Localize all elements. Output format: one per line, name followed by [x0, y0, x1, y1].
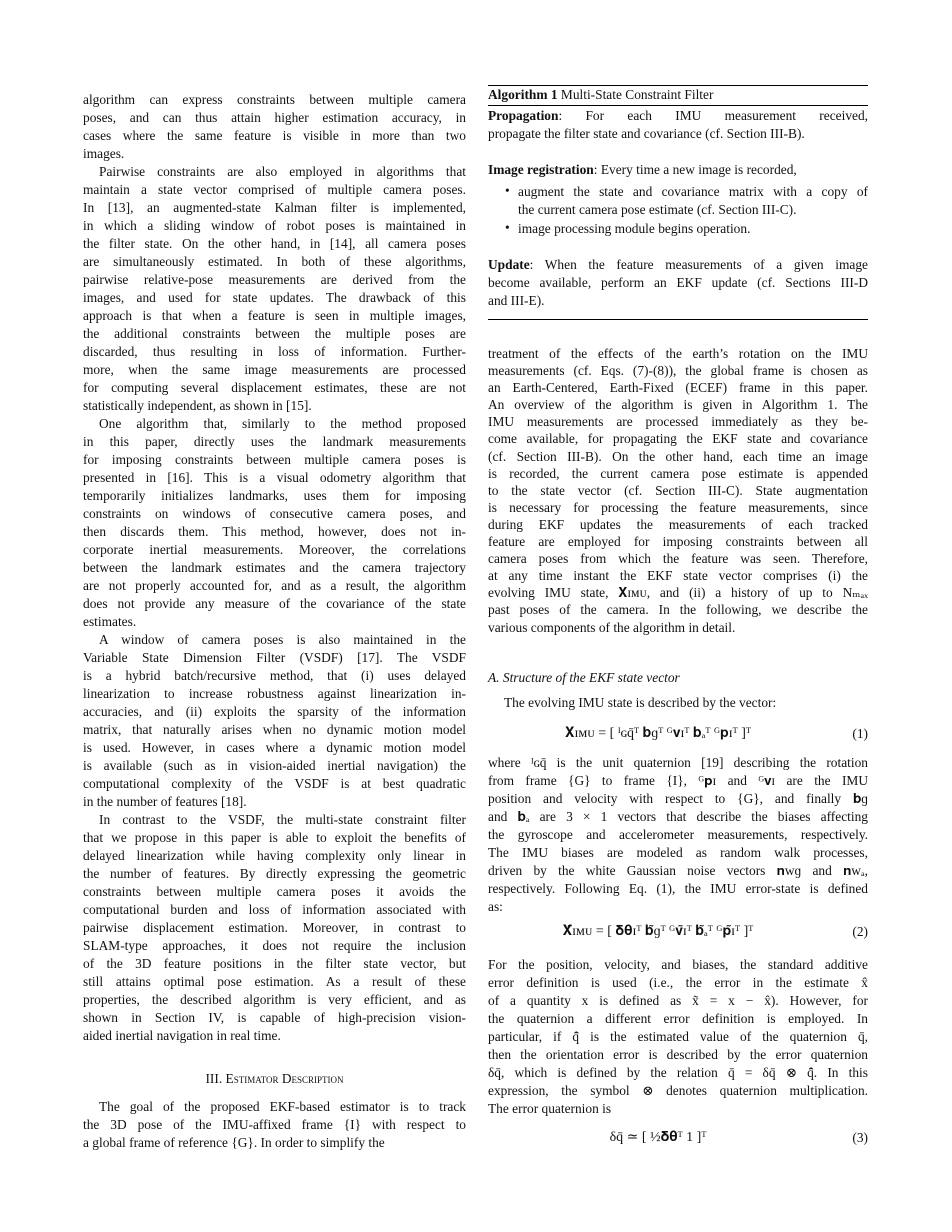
algorithm-step	[488, 107, 868, 143]
text-line: One algorithm that, similarly to the method proposed	[99, 416, 466, 431]
paragraph	[83, 163, 466, 415]
text-line: during EKF updates the measurements of each tracked	[488, 516, 868, 532]
text-line: for imposing constraints between multiple camera poses is	[83, 452, 466, 467]
text-line: the current camera pose estimate (cf. Section III-C).	[518, 202, 797, 217]
text-line: shown in Section IV, is capable of high-precision vision-	[83, 1010, 466, 1025]
text-line: approach is that when a feature is seen in multiple images,	[83, 308, 466, 323]
text-line: more, when the same image measurements are processed	[83, 362, 466, 377]
text-line: then the orientation error is described by the error quaternion	[488, 1047, 868, 1062]
text-line: Pairwise constraints are also employed in algorithms that	[99, 164, 466, 179]
text-line: come available, for propagating the EKF state and covariance	[488, 431, 868, 447]
text-line: particular, if q̄̂ is the estimated value of the quaternion q̄,	[488, 1029, 868, 1044]
text-line: is used. However, in cases where a dynamic motion model	[83, 740, 466, 755]
text-line: a global frame of reference {G}. In order to simplify the	[83, 1135, 385, 1150]
text-line: IMU measurements are processed immediately as they be-	[488, 414, 868, 430]
text-line: computational burden and loss of information associated with	[83, 902, 466, 917]
step-label: Image registration	[488, 162, 594, 177]
text-line: constraints between multiple camera poses it avoids the	[83, 884, 466, 899]
text-line: matrix, that naturally arises when no dynamic motion model	[83, 722, 466, 737]
text-line: and III-E).	[488, 293, 545, 308]
text-line: augment the state and covariance matrix with a copy of	[518, 184, 868, 199]
text-line: In [13], an augmented-state Kalman filter is implemented,	[83, 200, 466, 215]
text-line: feature are employed for imposing constraints between all	[488, 534, 868, 550]
text-line: computational complexity of the VSDF is at best quadratic	[83, 776, 466, 791]
text-line: the filter state. On the other hand, in [14], all camera poses	[83, 236, 466, 251]
paragraph	[83, 91, 466, 163]
text-line: in which a sliding window of robot poses is maintained in	[83, 218, 466, 233]
text-line: The IMU biases are modeled as random walk processes,	[488, 845, 868, 860]
bullet-icon: •	[505, 183, 510, 198]
text-line: various components of the algorithm in detail.	[488, 619, 736, 635]
text-line: temporarily initializes landmarks, uses them for imposing	[83, 488, 466, 503]
paragraph	[83, 631, 466, 811]
section-paragraph	[83, 1098, 466, 1152]
text-line: the 3D pose of the IMU-affixed frame {I} with respect to	[83, 1117, 466, 1132]
text-line: where ᴵɢq̄ is the unit quaternion [19] describing the rotation	[488, 755, 868, 770]
text-line: then discards them. This method, however, does not in-	[83, 524, 466, 539]
text-line: camera poses from which the feature was seen. Therefore,	[488, 551, 868, 567]
text-line: δq̄, which is defined by the relation q̄ = δq̄ ⊗ q̄̂. In this	[488, 1065, 868, 1080]
text-line: images.	[83, 146, 125, 161]
text-line: For the position, velocity, and biases, the standard additive	[488, 957, 868, 972]
text-line: is available (such as in vision-aided inertial navigation) the	[83, 758, 466, 773]
text-line: estimates.	[83, 614, 137, 629]
text-line: Variable State Dimension Filter (VSDF) [17]. The VSDF	[83, 650, 466, 665]
text-line: constraints on windows of consecutive camera poses, and	[83, 506, 466, 521]
text-line: images, and used for state updates. The drawback of this	[83, 290, 466, 305]
text-line: statistically independent, as shown in [15].	[83, 398, 312, 413]
text-line: expression, the symbol ⊗ denotes quaternion multiplication.	[488, 1083, 868, 1098]
text-line: driven by the white Gaussian noise vectors 𝐧wɡ and 𝐧wₐ,	[488, 863, 868, 878]
text-line: and 𝐛ₐ are 3 × 1 vectors that describe the biases affecting	[488, 809, 868, 824]
algorithm-step	[488, 256, 868, 310]
text-line: error definition is used (i.e., the error in the estimate x̂	[488, 975, 868, 990]
text-line: is recorded, the current camera pose estimate is appended	[488, 465, 868, 481]
algorithm-body	[488, 107, 868, 310]
text-line: maintain a state vector comprised of multiple camera poses.	[83, 182, 466, 197]
step-label: Update	[488, 257, 530, 272]
text-line: aided inertial navigation in real time.	[83, 1028, 281, 1043]
text-line: treatment of the effects of the earth’s rotation on the IMU	[488, 346, 868, 361]
text-line: propagate the filter state and covariance (cf. Section III-B).	[488, 126, 805, 141]
text-line: (cf. Section III-B). On the other hand, each time an image	[488, 448, 868, 464]
text-line: linearization to increase robustness against linearization in-	[83, 686, 466, 701]
text-line: in the number of features [18].	[83, 794, 247, 809]
text-line: presented in [16]. This is a visual odometry algorithm that	[83, 470, 466, 485]
text-line: between the landmark estimates and the camera trajectory	[83, 560, 466, 575]
text-line: measurements (cf. Eqs. (7)-(8)), the global frame is chosen as	[488, 363, 868, 379]
text-line: corporate inertial measurements. Moreover, the correlations	[83, 542, 466, 557]
text-line: poses, and can thus attain higher estimation accuracy, in	[83, 110, 466, 125]
text-line: respectively. Following Eq. (1), the IMU error-state is defined	[488, 881, 868, 896]
text-line: cases where the same feature is visible in more than two	[83, 128, 466, 143]
step-label: Propagation	[488, 108, 559, 123]
text-line: an Earth-Centered, Earth-Fixed (ECEF) frame in this paper.	[488, 380, 868, 396]
text-line: pairwise relative-pose measurements are derived from the	[83, 272, 466, 287]
text-line: to the state vector (cf. Section III-C). State augmentation	[488, 482, 868, 498]
text-line: of the 3D feature positions in the filter state vector, but	[83, 956, 466, 971]
text-line: past poses of the camera. In the following, we describe the	[488, 602, 868, 618]
subsection-heading: A. Structure of the EKF state vector	[488, 670, 680, 685]
text-line: become available, perform an EKF update (cf. Sections III-D	[488, 275, 868, 290]
text-line: properties, the described algorithm is very efficient, and as	[83, 992, 466, 1007]
text-line: accuracies, and (ii) exploits the sparsity of the information	[83, 704, 466, 719]
text-line: are simultaneously estimated. In both of these algorithms,	[83, 254, 466, 269]
text-line: the number of features. By directly expressing the geometric	[83, 866, 466, 881]
text-line: delayed linearization while having complexity only linear in	[83, 848, 466, 863]
text-line: position and velocity with respect to {G}, and finally 𝐛ɡ	[488, 791, 868, 806]
text-line: The goal of the proposed EKF-based estimator is to track	[99, 1099, 466, 1114]
text-line: at any time instant the EKF state vector comprises (i) the	[488, 568, 868, 584]
right-paragraph-2: The evolving IMU state is described by the vector:	[504, 695, 777, 710]
algorithm-title: Algorithm 1 Multi-State Constraint Filter	[488, 87, 714, 102]
text-line: as:	[488, 899, 503, 914]
bullet-icon: •	[505, 220, 510, 235]
algorithm-step	[488, 161, 868, 179]
text-line: the additional constraints between the multiple poses are	[83, 326, 466, 341]
bullet-item	[488, 220, 868, 238]
text-line: still attains optimal pose estimation. As a result of these	[83, 974, 466, 989]
text-line: : Every time a new image is recorded,	[593, 162, 797, 177]
text-line: An overview of the algorithm is given in Algorithm 1. The	[488, 397, 868, 413]
right-paragraph-1	[488, 345, 868, 636]
equation-2: 𝐗̃ɪᴍᴜ = [ 𝛅𝛉ɪᵀ 𝐛̃ɡᵀ ᴳ𝐯̃ɪᵀ 𝐛̃ₐᵀ ᴳ𝐩̃ɪᵀ ]ᵀ (2)	[562, 924, 868, 939]
left-column	[83, 91, 466, 1045]
text-line: is a hybrid batch/recursive method, that (i) uses delayed	[83, 668, 466, 683]
right-paragraph-4	[488, 956, 868, 1118]
text-line: discarded, thus resulting in loss of information. Further-	[83, 344, 466, 359]
right-paragraph-3	[488, 754, 868, 916]
text-line: In contrast to the VSDF, the multi-state constraint filter	[99, 812, 466, 827]
paragraph	[83, 811, 466, 1045]
text-line: of a quantity x is defined as x̃ = x − x̂). However, for	[488, 993, 868, 1008]
text-line: A window of camera poses is also maintained in the	[99, 632, 466, 647]
text-line: for computing several displacement estimates, these are not	[83, 380, 466, 395]
text-line: pairwise displacement estimation. Moreover, in contrast to	[83, 920, 466, 935]
text-line: are not properly accounted for, and as a result, the algorithm	[83, 578, 466, 593]
text-line: is necessary for processing the feature measurements, since	[488, 499, 868, 515]
text-line: image processing module begins operation.	[518, 221, 751, 236]
equation-1: 𝐗ɪᴍᴜ = [ ᴵɢq̄ᵀ 𝐛ɡᵀ ᴳ𝐯ɪᵀ 𝐛ₐᵀ ᴳ𝐩ɪᵀ ]ᵀ (1)	[565, 726, 868, 741]
text-line: : For each IMU measurement received,	[558, 108, 868, 123]
text-line: the quaternion a different error definition is employed. In	[488, 1011, 868, 1026]
text-line: : When the feature measurements of a given image	[529, 257, 868, 272]
paragraph	[83, 415, 466, 631]
algorithm-bottom-rule	[488, 319, 868, 320]
text-line: evolving IMU state, 𝐗ɪᴍᴜ, and (ii) a history of up to Nₘₐₓ	[488, 585, 868, 601]
algorithm-title-rule	[488, 105, 868, 106]
section-heading: III. Estimator Description	[205, 1071, 344, 1086]
text-line: the gyroscope and accelerometer measurements, respectively.	[488, 827, 868, 842]
text-line: The error quaternion is	[488, 1101, 612, 1116]
text-line: SLAM-type approaches, it does not require the inclusion	[83, 938, 466, 953]
text-line: in this paper, directly uses the landmark measurements	[83, 434, 466, 449]
text-line: from frame {G} to frame {I}, ᴳ𝐩ɪ and ᴳ𝐯ɪ are the IMU	[488, 773, 868, 788]
text-line: algorithm can express constraints between multiple camera	[83, 92, 466, 107]
equation-3: δq̄ ≃ [ ½𝛅𝛉ᵀ 1 ]ᵀ (3)	[609, 1130, 868, 1145]
text-line: that we propose in this paper is able to exploit the benefits of	[83, 830, 466, 845]
text-line: does not provide any measure of the covariance of the state	[83, 596, 466, 611]
bullet-item	[488, 183, 868, 219]
